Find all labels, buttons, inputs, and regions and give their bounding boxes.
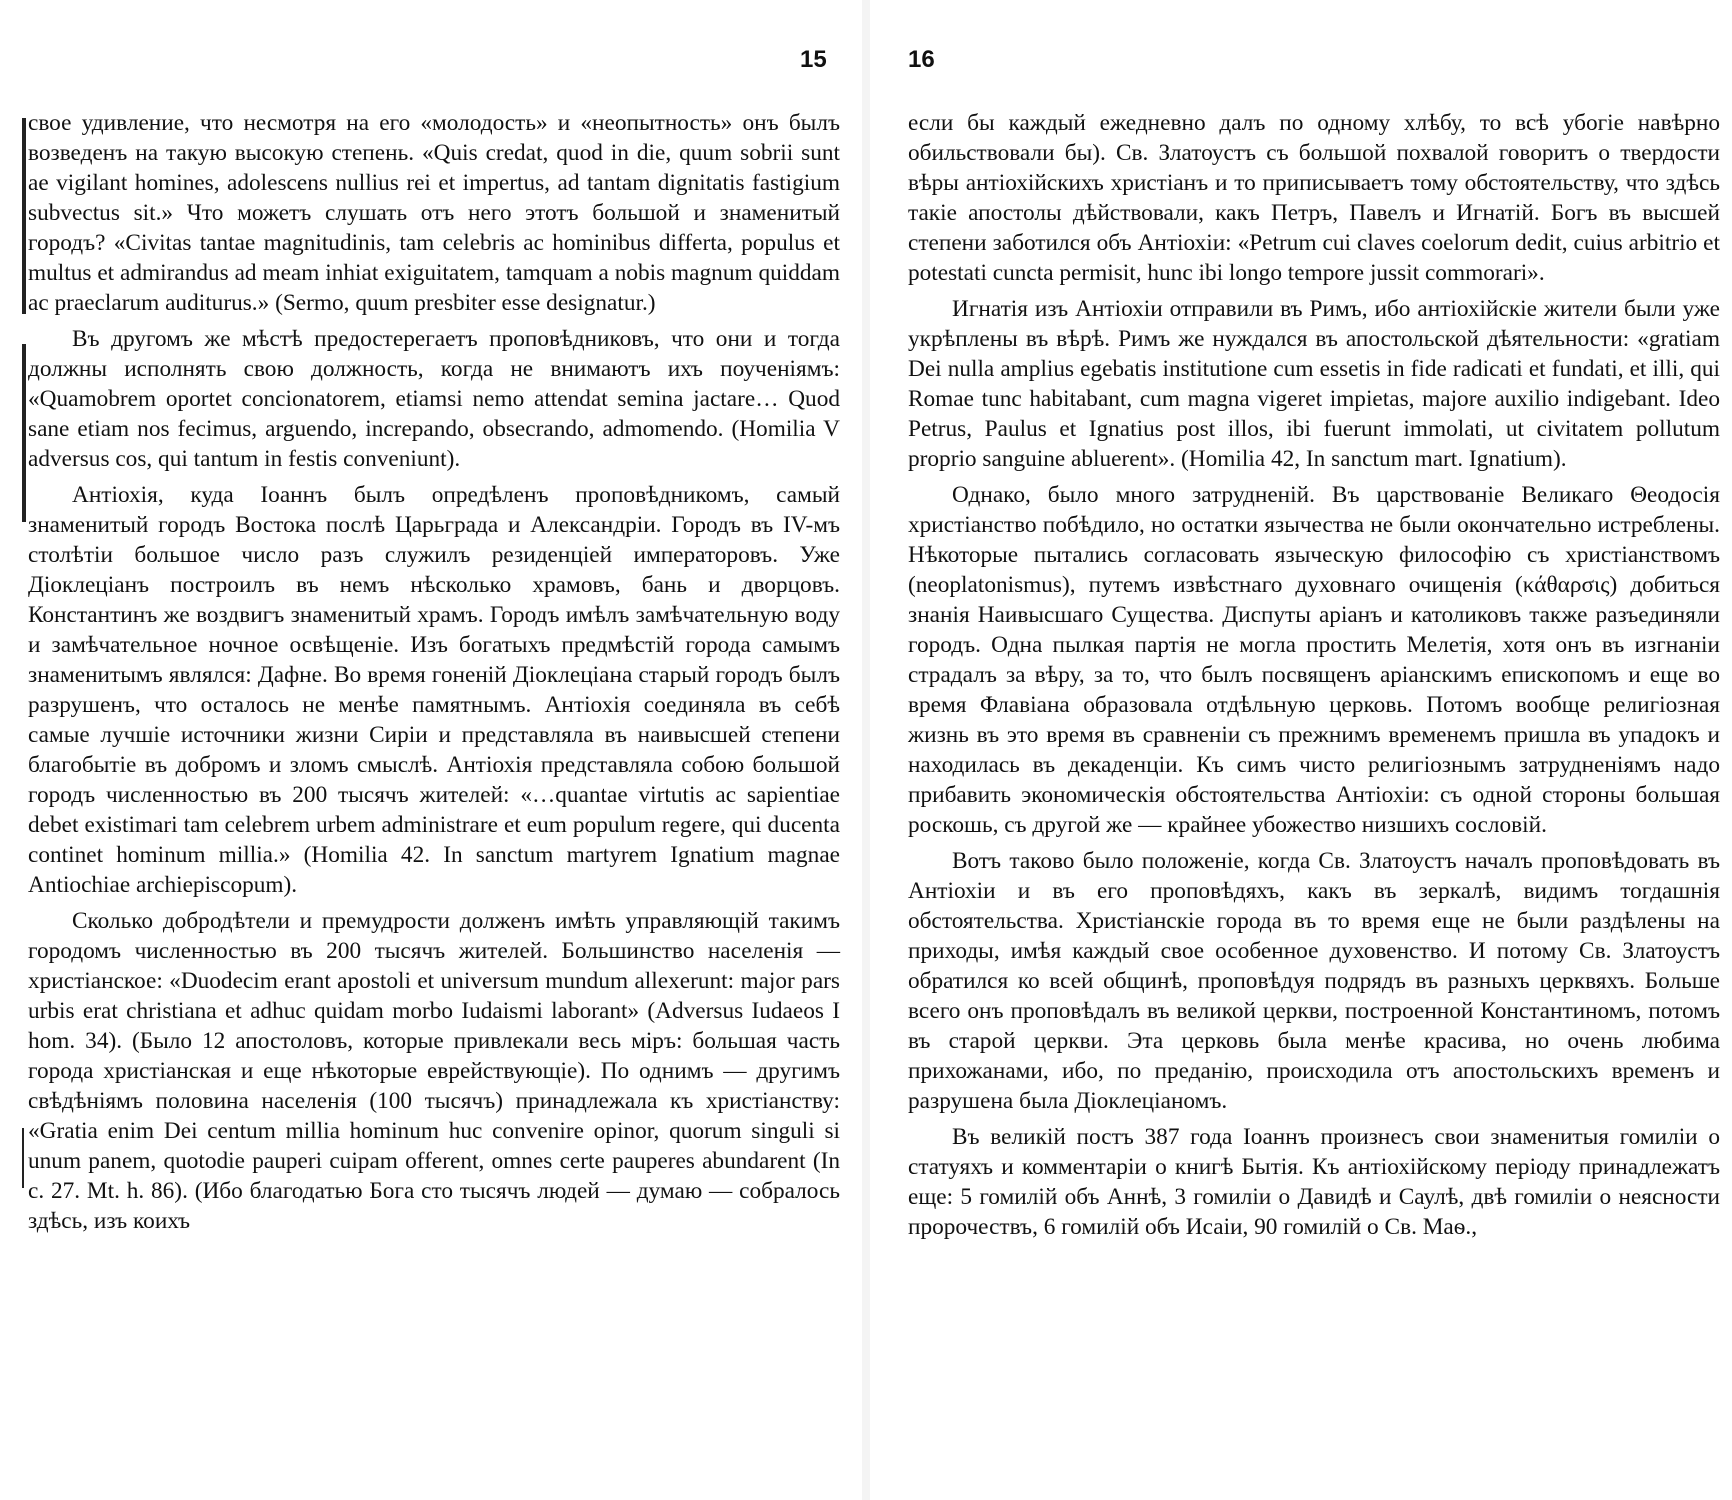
paragraph: Въ великій постъ 387 года Іоаннъ произнесъ свои знаменитыя гомиліи о статуяхъ и комментаріи о книгѣ Бытія. Къ антіохійскому періоду принадлежатъ еще: 5 гомилій объ Аннѣ, 3 гомиліи о Давидѣ и Саулѣ, двѣ гомиліи о неясности пророчествъ, 6 гомилій объ Исаіи, 90 гомилій о Св. Маѳ., [908,1124,1720,1240]
paragraph: Сколько добродѣтели и премудрости долженъ имѣть управляющій такимъ городомъ численностью въ 200 тысячъ жителей. Большинство населенія — христіанское: «Duodecim erant apostoli et universum mundum allexerunt: major pars urbis erat christiana et adhuc quidam morbo Iudaismi laborant» (Adversus Iudaeos I hom. 34). (Было 12 апостоловъ, которые привлекали весь міръ: большая часть города христіанская и еще нѣкоторые еврействующіе). По однимъ — другимъ свѣдѣніямъ половина населенія (100 тысячъ) принадлежала къ христіанству: «Gratia enim Dei centum millia hominum huc convenire opinor, quorum singuli si unum panem, quotodie pauperi cuipam offerent, omnes certe pauperes abundarent (In c. 27. Mt. h. 86). (Ибо благодатью Бога сто тысячъ людей — думаю — собралось здѣсь, изъ коихъ [28,908,840,1234]
text-column [28,108,840,1238]
margin-mark [22,1128,24,1188]
paragraph: свое удивление, что несмотря на его «молодость» и «неопытность» онъ былъ возведенъ на такую высокую степень. «Quis credat, quod in die, quum sobrii sunt ae vigilant homines, adolescens nullius rei et impertus, ad tantam dignitatis fastigium subvectus sit.» Что можетъ слушать отъ него этотъ большой и знаменитый городъ? «Civitas tantae magnitudinis, tam celebris ac hominibus differta, populus et multus et admirandus ad meam inhiat exiguitatem, tamquam a nobis magnum quiddam ac praeclarum auditurus.» (Sermo, quum presbiter esse designatur.) [28,110,840,316]
right-page [866,0,1732,1500]
margin-mark [22,344,26,522]
text-column [908,108,1720,1248]
paragraph: Однако, было много затрудненій. Въ царствованіе Великаго Θеодосія христіанство побѣдило, но остатки язычества не были окончательно истреблены. Нѣкоторые пытались согласовать языческую философію съ христіанствомъ (neoplatonismus), путемъ извѣстнаго духовнаго очищенія (κάθαρσις) добиться знанія Наивысшаго Существа. Диспуты аріанъ и католиковъ также разъединяли городъ. Одна пылкая партія не могла простить Мелетія, хотя онъ въ изгнаніи страдалъ за вѣру, за то, что былъ посвященъ аріанскимъ епископомъ и еще во время Флавіана образовала отдѣльную церковь. Потомъ вообще религіозная жизнь въ это время въ сравненіи съ прежнимъ временемъ пришла въ упадокъ и находилась въ декаденціи. Къ симъ чисто религіознымъ затрудненіямъ надо прибавить экономическія обстоятельства Антіохіи: съ одной стороны большая роскошь, съ другой же — крайнее убожество низшихъ сословій. [908,482,1720,838]
paragraph: если бы каждый ежедневно далъ по одному хлѣбу, то всѣ убогіе навѣрно обильствовали бы). Св. Златоустъ съ большой похвалой говоритъ о твердости вѣры антіохійскихъ христіанъ и то приписываетъ тому обстоятельству, что здѣсь такіе апостолы дѣйствовали, какъ Петръ, Павелъ и Игнатій. Богъ въ высшей степени заботился объ Антіохіи: «Petrum cui claves coelorum dedit, cuius arbitrio et potestati cuncta permisit, hunc ibi longo tempore jussit commorari». [908,110,1720,286]
page-number: 16 [908,46,935,73]
paragraph: Антіохія, куда Іоаннъ былъ опредѣленъ проповѣдникомъ, самый знаменитый городъ Востока послѣ Царьграда и Александріи. Городъ въ IV-мъ столѣтіи большое число разъ служилъ резиденціей императоровъ. Уже Діоклеціанъ построилъ въ немъ нѣсколько храмовъ, бань и дворцовъ. Константинъ же воздвигъ знаменитый храмъ. Городъ имѣлъ замѣчательную воду и замѣчательное ночное освѣщеніе. Изъ богатыхъ предмѣстій города самымъ знаменитымъ являлся: Дафне. Во время гоненій Діоклеціана старый городъ былъ разрушенъ, что осталось не менѣе памятнымъ. Антіохія соединяла въ себѣ самые лучшіе источники жизни Сиріи и представляла въ наивысшей степени благобытіе въ добромъ и зломъ смыслѣ. Антіохія представляла собою большой городъ численностью въ 200 тысячъ жителей: «…quantae virtutis ac sapientiae debet existimari tam celebrem urbem administrare et eum populum regere, qui ducenta continet hominum millia.» (Homilia 42. In sanctum martyrem Ignatium magnae Antiochiae archiepiscopum). [28,482,840,898]
paragraph: Игнатія изъ Антіохіи отправили въ Римъ, ибо антіохійскіе жители были уже укрѣплены въ вѣрѣ. Римъ же нуждался въ апостольской дѣятельности: «gratiam Dei nulla amplius egebatis institutione cum essetis in fide radicati et fundati, et illi, qui Romae tunc habitabant, cum magna vigeret impietas, majore auxilio indigebant. Ideo Petrus, Paulus et Ignatius post illos, ibi fuerunt immolati, ut civitatem pollutum proprio sanguine abluerent». (Homilia 42, In sanctum mart. Ignatium). [908,296,1720,472]
margin-mark [22,118,26,314]
paragraph: Въ другомъ же мѣстѣ предостерегаетъ проповѣдниковъ, что они и тогда должны исполнять свою должность, когда не внимаютъ ихъ поученіямъ: «Quamobrem oportet concionatorem, etiamsi nemo attendat semina jactare… Quod sane etiam nos fecimus, arguendo, increpando, obsecrando, admomendo. (Homilia V adversus cos, qui tantum in festis conveniunt). [28,326,840,472]
paragraph: Вотъ таково было положеніе, когда Св. Златоустъ началъ проповѣдовать въ Антіохіи и въ его проповѣдяхъ, какъ въ зеркалѣ, видимъ тогдашнія обстоятельства. Христіанскіе города въ то время еще не были раздѣлены на приходы, имѣя каждый свое особенное духовенство. И потому Св. Златоустъ обратился ко всей общинѣ, проповѣдуя подрядъ въ разныхъ церквяхъ. Больше всего онъ проповѣдалъ въ великой церкви, построенной Константиномъ, потомъ въ старой церкви. Эта церковь была менѣе красива, но очень любима прихожанами, ибо, по преданію, происходила отъ апостольскихъ временъ и разрушена была Діоклеціаномъ. [908,848,1720,1114]
page-number: 15 [800,46,827,73]
